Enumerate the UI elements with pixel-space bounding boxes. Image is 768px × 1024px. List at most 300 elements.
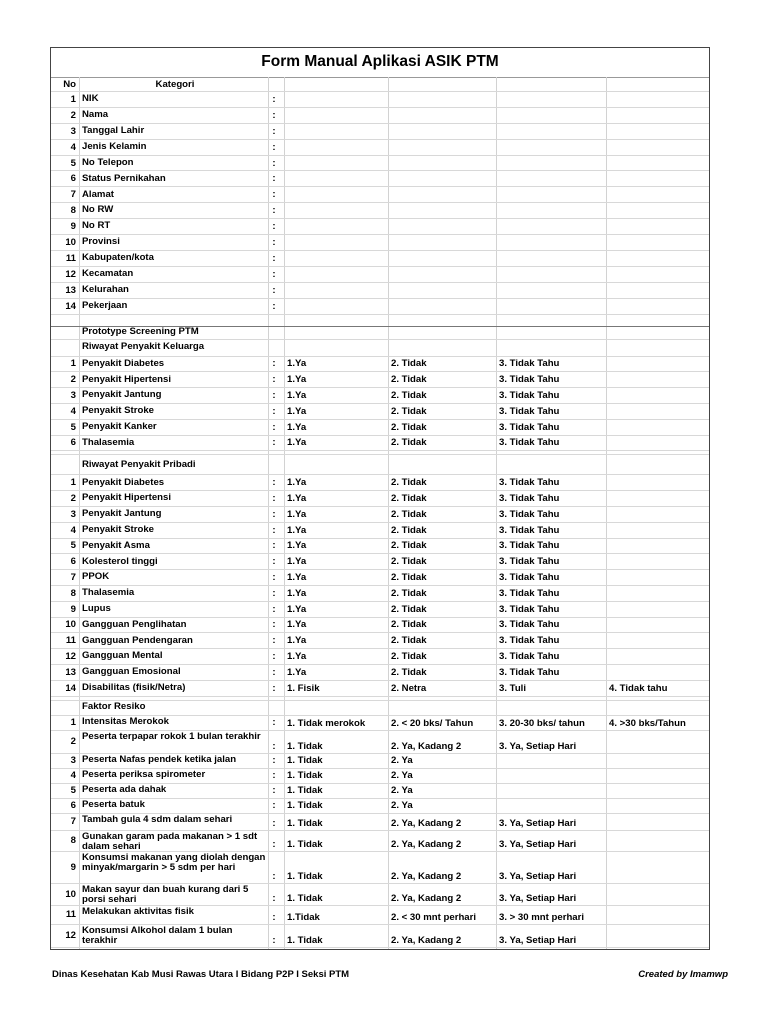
question-row: [51, 754, 709, 769]
question-label: Penyakit Hipertensi: [82, 373, 172, 385]
field-label: Alamat: [82, 188, 114, 200]
colon: :: [272, 556, 276, 568]
answer-option[interactable]: 3. Tidak Tahu: [499, 572, 560, 584]
row-number: 4: [70, 141, 76, 153]
section-title-screening-label: Prototype Screening PTM: [82, 326, 199, 338]
question-row: [51, 523, 709, 539]
section-title-keluarga: [51, 340, 709, 357]
colon: :: [272, 717, 276, 729]
question-label: Kolesterol tinggi: [82, 555, 158, 567]
row-number: 6: [70, 437, 76, 449]
footer-institution: Dinas Kesehatan Kab Musi Rawas Utara I Bidang P2P I Seksi PTM: [52, 969, 350, 980]
row-number: 4: [70, 770, 76, 782]
question-row: [51, 539, 709, 555]
colon: :: [272, 892, 276, 904]
question-label: Penyakit Jantung: [82, 389, 162, 401]
field-input[interactable]: [287, 172, 389, 187]
answer-option[interactable]: 2. Tidak: [391, 651, 427, 663]
row-number: 14: [65, 682, 76, 694]
answer-option[interactable]: 1. Tidak: [287, 934, 323, 946]
form-field-row: [51, 156, 709, 172]
answer-option[interactable]: 2. Tidak: [391, 619, 427, 631]
answer-option[interactable]: 1. Tidak: [287, 740, 323, 752]
question-label: Intensitas Merokok: [82, 716, 169, 728]
answer-option[interactable]: 3. Tidak Tahu: [499, 524, 560, 536]
answer-option[interactable]: 1. Tidak merokok: [287, 717, 366, 729]
header-kategori: Kategori: [155, 78, 195, 90]
footer-credit: Created by Imamwp: [638, 969, 728, 980]
row-number: 3: [70, 508, 76, 520]
answer-option[interactable]: 1.Ya: [287, 572, 307, 584]
question-row: [51, 884, 709, 906]
colon: :: [272, 682, 276, 694]
form-field-row: [51, 187, 709, 203]
answer-option[interactable]: 2. Tidak: [391, 508, 427, 520]
answer-option[interactable]: 2. Tidak: [391, 540, 427, 552]
answer-option[interactable]: 1.Ya: [287, 651, 307, 663]
answer-option[interactable]: 3. Tidak Tahu: [499, 587, 560, 599]
answer-option[interactable]: 2. Ya, Kadang 2: [391, 740, 462, 752]
question-label: Peserta ada dahak: [82, 784, 167, 796]
form-field-row: [51, 219, 709, 235]
colon: :: [272, 619, 276, 631]
row-number: 10: [65, 237, 76, 249]
answer-option[interactable]: 2. Ya: [391, 770, 413, 782]
answer-option[interactable]: 3. > 30 mnt perhari: [499, 911, 585, 923]
colon: :: [272, 817, 276, 829]
form-field-row: [51, 283, 709, 299]
answer-option[interactable]: 1.Ya: [287, 493, 307, 505]
form-field-row: [51, 124, 709, 140]
answer-option[interactable]: 2. Netra: [391, 682, 427, 694]
answer-option[interactable]: 2. Tidak: [391, 493, 427, 505]
colon: :: [272, 493, 276, 505]
answer-option[interactable]: 2. Tidak: [391, 421, 427, 433]
answer-option[interactable]: 3. Ya, Setiap Hari: [499, 870, 577, 882]
row-number: 2: [70, 493, 76, 505]
colon: :: [272, 421, 276, 433]
row-number: 9: [70, 221, 76, 233]
colon: :: [272, 93, 276, 105]
answer-option[interactable]: 3. Tidak Tahu: [499, 666, 560, 678]
answer-option[interactable]: 1.Ya: [287, 358, 307, 370]
answer-option[interactable]: 2. Ya, Kadang 2: [391, 817, 462, 829]
question-label: Thalasemia: [82, 587, 135, 599]
answer-option[interactable]: 1.Ya: [287, 421, 307, 433]
question-label: Peserta Nafas pendek ketika jalan: [82, 754, 237, 766]
row-number: 5: [70, 157, 76, 169]
row-number: 9: [70, 603, 76, 615]
question-row: [51, 388, 709, 404]
row-number: 14: [65, 300, 76, 312]
answer-option[interactable]: 1. Tidak: [287, 755, 323, 767]
spacer-row: [51, 315, 709, 327]
colon: :: [272, 911, 276, 923]
form-field-row: [51, 251, 709, 267]
question-row: [51, 681, 709, 697]
row-number: 9: [70, 861, 76, 873]
colon: :: [272, 740, 276, 752]
answer-option[interactable]: 3. Tidak Tahu: [499, 358, 560, 370]
colon: :: [272, 300, 276, 312]
question-label: Lupus: [82, 602, 111, 614]
question-label: Penyakit Jantung: [82, 508, 162, 520]
form-grid: [51, 77, 709, 949]
row-number: 8: [70, 835, 76, 847]
colon: :: [272, 358, 276, 370]
answer-option[interactable]: 1.Tidak: [287, 911, 320, 923]
colon: :: [272, 666, 276, 678]
question-row: [51, 906, 709, 925]
answer-option[interactable]: 2. < 20 bks/ Tahun: [391, 717, 474, 729]
form-field-row: [51, 235, 709, 251]
field-label: Kecamatan: [82, 268, 134, 280]
question-row: [51, 784, 709, 799]
question-label: Penyakit Stroke: [82, 405, 154, 417]
colon: :: [272, 390, 276, 402]
answer-option[interactable]: 2. Tidak: [391, 390, 427, 402]
colon: :: [272, 284, 276, 296]
answer-option[interactable]: 3. Tidak Tahu: [499, 635, 560, 647]
question-row: [51, 799, 709, 814]
question-row: [51, 814, 709, 831]
section-title-screening: [51, 327, 709, 340]
colon: :: [272, 189, 276, 201]
row-number: 1: [70, 477, 76, 489]
field-input[interactable]: [287, 187, 389, 202]
question-label: Konsumsi makanan yang diolah dengan minyak/margarin > 5 sdm per hari: [82, 851, 266, 874]
colon: :: [272, 141, 276, 153]
header-no: No: [63, 78, 76, 90]
answer-option[interactable]: 3. Tidak Tahu: [499, 556, 560, 568]
answer-option[interactable]: 2. Tidak: [391, 405, 427, 417]
field-label: No RT: [82, 220, 111, 232]
question-row: [51, 570, 709, 586]
form-field-row: [51, 203, 709, 219]
row-number: 1: [70, 358, 76, 370]
field-label: Provinsi: [82, 236, 120, 248]
colon: :: [272, 540, 276, 552]
colon: :: [272, 603, 276, 615]
field-input[interactable]: [287, 92, 389, 107]
answer-option[interactable]: 3. Tidak Tahu: [499, 540, 560, 552]
colon: :: [272, 237, 276, 249]
answer-option[interactable]: 3. Ya, Setiap Hari: [499, 892, 577, 904]
question-row: [51, 649, 709, 665]
form-field-row: [51, 92, 709, 108]
answer-option[interactable]: 1.Ya: [287, 540, 307, 552]
row-number: 11: [65, 635, 76, 647]
row-number: 3: [70, 125, 76, 137]
colon: :: [272, 157, 276, 169]
question-row: [51, 420, 709, 436]
question-row: [51, 665, 709, 681]
question-row: [51, 731, 709, 754]
row-number: 7: [70, 816, 76, 828]
field-input[interactable]: [287, 251, 389, 266]
answer-option[interactable]: 3. Tidak Tahu: [499, 477, 560, 489]
colon: :: [272, 524, 276, 536]
question-label: Peserta terpapar rokok 1 bulan terakhir: [82, 730, 261, 742]
answer-option[interactable]: 3. Ya, Setiap Hari: [499, 934, 577, 946]
colon: :: [272, 221, 276, 233]
answer-option[interactable]: 1. Tidak: [287, 870, 323, 882]
row-number: 6: [70, 173, 76, 185]
answer-option[interactable]: 1.Ya: [287, 508, 307, 520]
form-title: Form Manual Aplikasi ASIK PTM: [51, 48, 709, 78]
question-row: [51, 404, 709, 420]
row-number: 5: [70, 540, 76, 552]
answer-option[interactable]: 2. Tidak: [391, 587, 427, 599]
answer-option[interactable]: 1. Tidak: [287, 800, 323, 812]
row-number: 5: [70, 421, 76, 433]
field-input[interactable]: [287, 283, 389, 298]
question-label: Peserta periksa spirometer: [82, 769, 206, 781]
answer-option[interactable]: 3. Ya, Setiap Hari: [499, 740, 577, 752]
question-row: [51, 372, 709, 388]
header-row: [51, 77, 709, 92]
answer-option[interactable]: 3. Tidak Tahu: [499, 374, 560, 386]
answer-option[interactable]: 3. 20-30 bks/ tahun: [499, 717, 585, 729]
row-number: 8: [70, 587, 76, 599]
colon: :: [272, 205, 276, 217]
answer-option[interactable]: 3. Tidak Tahu: [499, 493, 560, 505]
question-label: PPOK: [82, 571, 110, 583]
question-label: Konsumsi Alkohol dalam 1 bulan terakhir: [82, 924, 233, 947]
answer-option[interactable]: 1. Tidak: [287, 770, 323, 782]
colon: :: [272, 870, 276, 882]
answer-option[interactable]: 2. Tidak: [391, 572, 427, 584]
question-label: Penyakit Asma: [82, 539, 150, 551]
colon: :: [272, 173, 276, 185]
answer-option[interactable]: 3. Tidak Tahu: [499, 437, 560, 449]
field-label: Jenis Kelamin: [82, 140, 147, 152]
row-number: 1: [70, 93, 76, 105]
field-input[interactable]: [287, 299, 389, 314]
colon: :: [272, 477, 276, 489]
colon: :: [272, 374, 276, 386]
answer-option[interactable]: 1.Ya: [287, 603, 307, 615]
colon: :: [272, 651, 276, 663]
answer-option[interactable]: 2. < 30 mnt perhari: [391, 911, 477, 923]
colon: :: [272, 934, 276, 946]
answer-option[interactable]: 2. Ya, Kadang 2: [391, 934, 462, 946]
question-row: [51, 831, 709, 852]
answer-option[interactable]: 1. Fisik: [287, 682, 320, 694]
row-number: 11: [65, 252, 76, 264]
answer-option[interactable]: 1.Ya: [287, 666, 307, 678]
colon: :: [272, 755, 276, 767]
answer-option[interactable]: 2. Tidak: [391, 358, 427, 370]
question-label: Penyakit Kanker: [82, 420, 157, 432]
question-row: [51, 618, 709, 634]
field-input[interactable]: [287, 235, 389, 250]
row-number: 2: [70, 374, 76, 386]
question-row: [51, 586, 709, 602]
question-label: Melakukan aktivitas fisik: [82, 905, 194, 917]
section-title-pribadi-label: Riwayat Penyakit Pribadi: [82, 458, 196, 470]
field-label: Pekerjaan: [82, 299, 128, 311]
field-label: Kabupaten/kota: [82, 252, 154, 264]
row-number: 7: [70, 189, 76, 201]
question-label: Gangguan Mental: [82, 650, 163, 662]
question-row: [51, 554, 709, 570]
answer-option[interactable]: 2. Tidak: [391, 603, 427, 615]
question-row: [51, 436, 709, 452]
answer-option[interactable]: 1. Tidak: [287, 838, 323, 850]
question-row: [51, 633, 709, 649]
answer-option[interactable]: 3. Tidak Tahu: [499, 651, 560, 663]
field-input[interactable]: [287, 203, 389, 218]
answer-option[interactable]: 2. Tidak: [391, 477, 427, 489]
form-field-row: [51, 140, 709, 156]
colon: :: [272, 572, 276, 584]
colon: :: [272, 770, 276, 782]
section-title-keluarga-label: Riwayat Penyakit Keluarga: [82, 341, 205, 353]
colon: :: [272, 405, 276, 417]
row-number: 12: [65, 651, 76, 663]
answer-option[interactable]: 4. >30 bks/Tahun: [609, 717, 686, 729]
answer-option[interactable]: 1. Tidak: [287, 817, 323, 829]
question-label: Tambah gula 4 sdm dalam sehari: [82, 813, 233, 825]
colon: :: [272, 838, 276, 850]
question-label: Disabilitas (fisik/Netra): [82, 681, 186, 693]
answer-option[interactable]: 2. Ya: [391, 800, 413, 812]
field-label: No Telepon: [82, 156, 134, 168]
answer-option[interactable]: 1.Ya: [287, 477, 307, 489]
question-label: Penyakit Stroke: [82, 523, 154, 535]
colon: :: [272, 268, 276, 280]
question-label: Penyakit Diabetes: [82, 357, 165, 369]
question-label: Peserta batuk: [82, 799, 145, 811]
question-row: [51, 852, 709, 884]
answer-option[interactable]: 4. Tidak tahu: [609, 682, 668, 694]
answer-option[interactable]: 1.Ya: [287, 437, 307, 449]
row-number: 4: [70, 405, 76, 417]
row-number: 13: [65, 284, 76, 296]
answer-option[interactable]: 3. Ya, Setiap Hari: [499, 838, 577, 850]
answer-option[interactable]: 2. Ya, Kadang 2: [391, 838, 462, 850]
form-sheet: [50, 47, 710, 950]
answer-option[interactable]: 2. Tidak: [391, 374, 427, 386]
question-label: Penyakit Diabetes: [82, 476, 165, 488]
field-input[interactable]: [287, 124, 389, 139]
colon: :: [272, 800, 276, 812]
colon: :: [272, 508, 276, 520]
question-label: Gangguan Pendengaran: [82, 634, 193, 646]
row-number: 5: [70, 785, 76, 797]
colon: :: [272, 437, 276, 449]
answer-option[interactable]: 3. Tuli: [499, 682, 527, 694]
answer-option[interactable]: 3. Tidak Tahu: [499, 603, 560, 615]
answer-option[interactable]: 1. Tidak: [287, 785, 323, 797]
row-number: 6: [70, 800, 76, 812]
colon: :: [272, 109, 276, 121]
question-row: [51, 602, 709, 618]
field-input[interactable]: [287, 156, 389, 171]
question-label: Gangguan Penglihatan: [82, 618, 187, 630]
form-field-row: [51, 299, 709, 315]
question-label: Gunakan garam pada makanan > 1 sdt dalam sehari: [82, 830, 258, 853]
question-label: Thalasemia: [82, 436, 135, 448]
answer-option[interactable]: 3. Tidak Tahu: [499, 619, 560, 631]
answer-option[interactable]: 3. Ya, Setiap Hari: [499, 817, 577, 829]
question-row: [51, 925, 709, 948]
question-row: [51, 507, 709, 523]
question-row: [51, 769, 709, 784]
form-field-row: [51, 108, 709, 124]
section-title-faktor: [51, 701, 709, 716]
colon: :: [272, 635, 276, 647]
field-label: Status Pernikahan: [82, 172, 166, 184]
answer-option[interactable]: 2. Ya: [391, 785, 413, 797]
question-row: [51, 491, 709, 507]
answer-option[interactable]: 1.Ya: [287, 374, 307, 386]
answer-option[interactable]: 2. Tidak: [391, 635, 427, 647]
field-input[interactable]: [287, 108, 389, 123]
answer-option[interactable]: 3. Tidak Tahu: [499, 390, 560, 402]
row-number: 12: [65, 930, 76, 942]
answer-option[interactable]: 1.Ya: [287, 524, 307, 536]
answer-option[interactable]: 3. Tidak Tahu: [499, 421, 560, 433]
colon: :: [272, 125, 276, 137]
field-label: NIK: [82, 93, 99, 105]
answer-option[interactable]: 2. Ya, Kadang 2: [391, 892, 462, 904]
answer-option[interactable]: 2. Tidak: [391, 524, 427, 536]
row-number: 13: [65, 666, 76, 678]
colon: :: [272, 785, 276, 797]
answer-option[interactable]: 1.Ya: [287, 587, 307, 599]
answer-option[interactable]: 1.Ya: [287, 619, 307, 631]
row-number: 10: [65, 619, 76, 631]
answer-option[interactable]: 1. Tidak: [287, 892, 323, 904]
field-input[interactable]: [287, 219, 389, 234]
colon: :: [272, 252, 276, 264]
answer-option[interactable]: 2. Tidak: [391, 556, 427, 568]
form-field-row: [51, 172, 709, 188]
answer-option[interactable]: 2. Tidak: [391, 666, 427, 678]
row-number: 2: [70, 109, 76, 121]
answer-option[interactable]: 1.Ya: [287, 556, 307, 568]
answer-option[interactable]: 2. Ya: [391, 755, 413, 767]
answer-option[interactable]: 1.Ya: [287, 405, 307, 417]
field-input[interactable]: [287, 140, 389, 155]
row-number: 11: [65, 909, 76, 921]
answer-option[interactable]: 2. Ya, Kadang 2: [391, 870, 462, 882]
row-number: 4: [70, 524, 76, 536]
answer-option[interactable]: 1.Ya: [287, 635, 307, 647]
question-row: [51, 357, 709, 373]
row-number: 6: [70, 556, 76, 568]
row-number: 7: [70, 572, 76, 584]
row-number: 8: [70, 205, 76, 217]
row-number: 1: [70, 717, 76, 729]
row-number: 2: [70, 736, 76, 748]
answer-option[interactable]: 3. Tidak Tahu: [499, 405, 560, 417]
row-number: 3: [70, 755, 76, 767]
row-number: 12: [65, 268, 76, 280]
question-label: Gangguan Emosional: [82, 666, 181, 678]
field-input[interactable]: [287, 267, 389, 282]
answer-option[interactable]: 3. Tidak Tahu: [499, 508, 560, 520]
answer-option[interactable]: 1.Ya: [287, 390, 307, 402]
field-label: Tanggal Lahir: [82, 124, 145, 136]
answer-option[interactable]: 2. Tidak: [391, 437, 427, 449]
field-label: Kelurahan: [82, 283, 129, 295]
question-row: [51, 475, 709, 491]
field-label: Nama: [82, 109, 109, 121]
question-label: Penyakit Hipertensi: [82, 492, 172, 504]
